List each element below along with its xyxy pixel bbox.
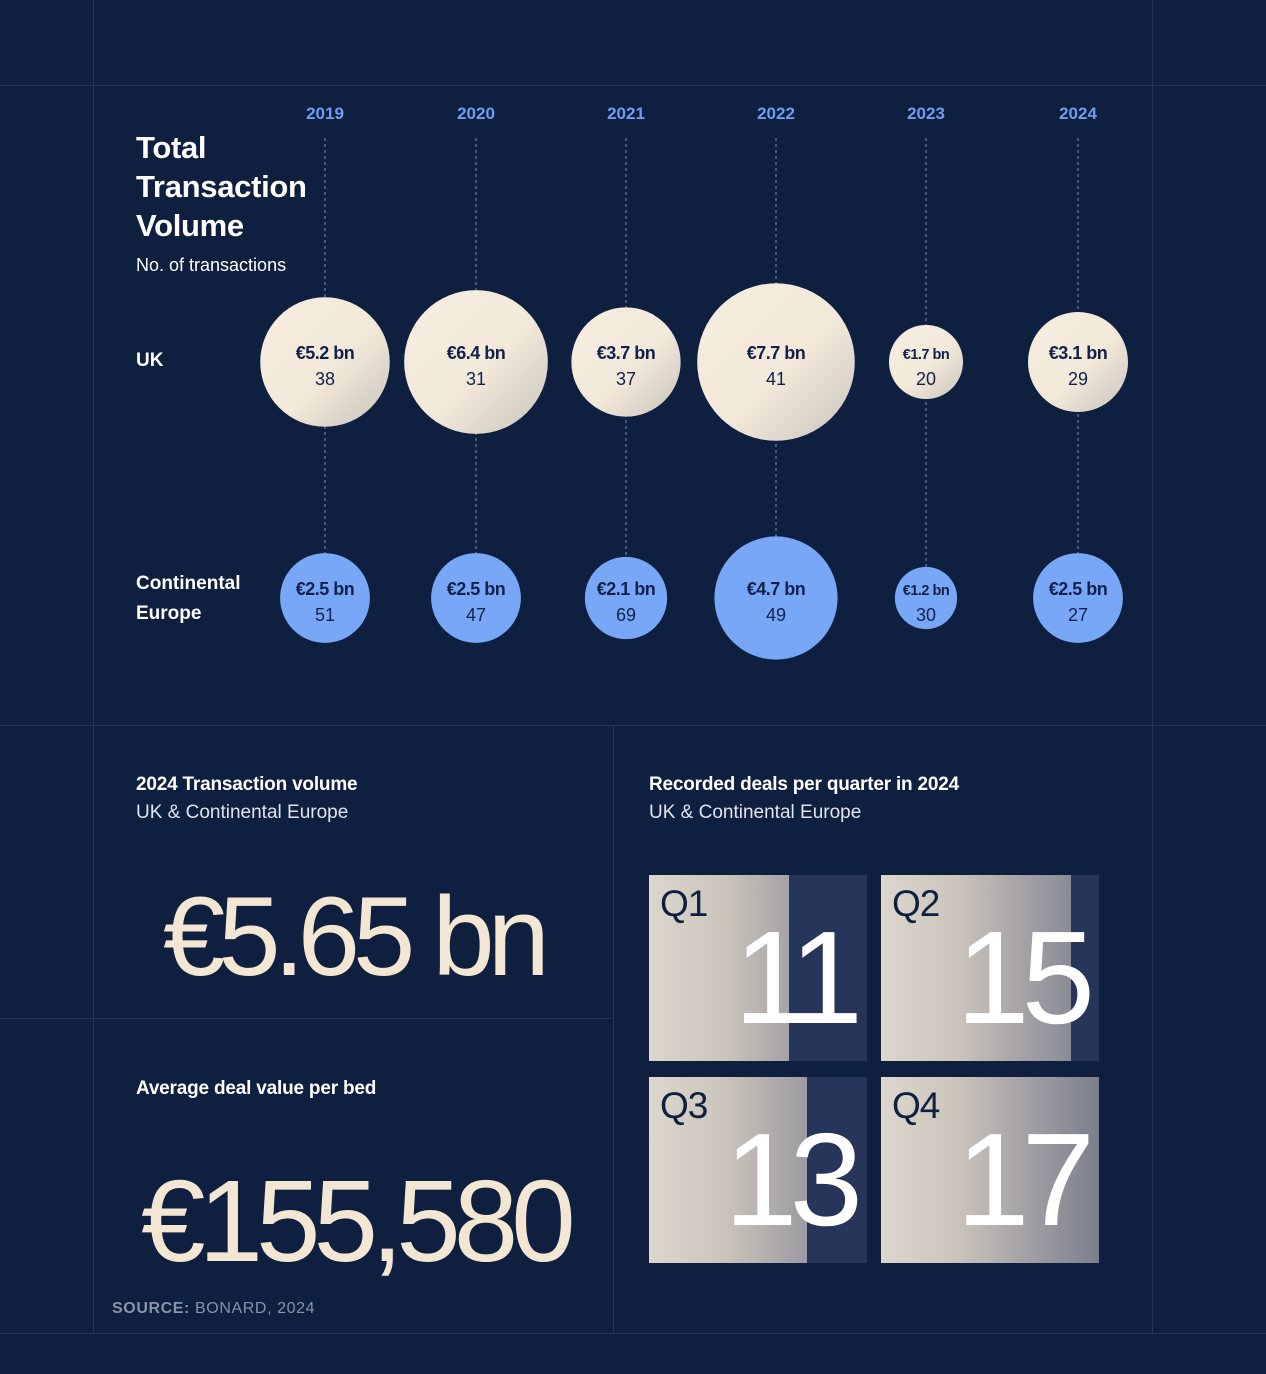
bubble-transactions-label: 29: [1067, 369, 1089, 389]
bubble-volume-label: €5.2 bn: [295, 343, 355, 363]
quarter-deals: 15: [956, 904, 1087, 1051]
bubble-volume-label: €2.5 bn: [446, 579, 506, 599]
bed-panel-title: Average deal value per bed: [136, 1078, 377, 1099]
row-label-europe-line2: Europe: [136, 603, 202, 624]
quarter-deals: 17: [956, 1106, 1087, 1253]
quarter-tile-q2: [881, 875, 1099, 1061]
quarter-label: Q2: [892, 883, 940, 924]
quarter-label: Q1: [660, 883, 708, 924]
bubble-volume-label: €2.5 bn: [295, 579, 355, 599]
bubble-volume-label: €4.7 bn: [746, 579, 806, 599]
volume-panel-title: 2024 Transaction volume: [136, 774, 358, 795]
grid-line: [613, 725, 614, 1334]
year-label-2019: 2019: [306, 104, 344, 123]
bubble-volume-label: €7.7 bn: [746, 343, 806, 363]
quarter-deals: 11: [733, 904, 855, 1051]
quarter-label: Q4: [892, 1085, 940, 1126]
quarters-panel-title: Recorded deals per quarter in 2024: [649, 774, 959, 795]
chart-subtitle: No. of transactions: [136, 255, 287, 275]
grid-line: [0, 1333, 1266, 1334]
bubble-transactions-label: 27: [1067, 605, 1089, 625]
bubble-volume-label: €3.7 bn: [596, 343, 656, 363]
bubble-transactions-label: 69: [615, 605, 637, 625]
bubble-volume-label: €2.1 bn: [596, 579, 656, 599]
bubble-transactions-label: 41: [765, 369, 787, 389]
volume-value: €5.65 bn: [163, 874, 543, 999]
volume-panel-header: [136, 774, 357, 824]
bubble-transactions-label: 38: [314, 369, 336, 389]
quarters-panel-subtitle: UK & Continental Europe: [649, 802, 862, 823]
bed-value: €155,580: [141, 1156, 569, 1286]
bubble-volume-label: €2.5 bn: [1048, 579, 1108, 599]
bubble-transactions-label: 20: [915, 369, 937, 389]
quarter-tile-q1: [649, 875, 867, 1061]
quarter-tile-q3: [649, 1077, 867, 1263]
source-text: BONARD, 2024: [189, 1300, 316, 1317]
volume-panel-subtitle: UK & Continental Europe: [136, 802, 349, 823]
bubble-transactions-label: 31: [465, 369, 487, 389]
bubble-volume-label: €1.7 bn: [902, 347, 950, 363]
quarter-tile-q4: [881, 1077, 1099, 1263]
bubble-volume-label: €3.1 bn: [1048, 343, 1108, 363]
chart-title: Total Transaction Volume: [136, 130, 307, 243]
bubble-volume-label: €6.4 bn: [446, 343, 506, 363]
grid-line: [0, 1018, 613, 1019]
bubble-transactions-label: 49: [765, 605, 787, 625]
year-label-2022: 2022: [757, 104, 795, 123]
bubble-transactions-label: 51: [314, 605, 336, 625]
quarter-label: Q3: [660, 1085, 708, 1126]
quarters-panel-header: [649, 774, 959, 824]
year-label-2020: 2020: [457, 104, 495, 123]
year-label-2021: 2021: [607, 104, 645, 123]
quarter-deals: 13: [724, 1106, 855, 1253]
bubble-transactions-label: 37: [615, 369, 637, 389]
year-label-2023: 2023: [907, 104, 945, 123]
source-prefix: SOURCE:: [112, 1300, 190, 1317]
bubble-transactions-label: 30: [915, 605, 937, 625]
row-label-europe-line1: Continental: [136, 573, 241, 594]
bubble-volume-label: €1.2 bn: [902, 583, 950, 599]
year-label-2024: 2024: [1059, 104, 1097, 123]
grid-line: [0, 725, 1266, 726]
row-label-uk: UK: [136, 350, 164, 371]
bubble-transactions-label: 47: [465, 605, 487, 625]
source-note: [112, 1300, 315, 1318]
